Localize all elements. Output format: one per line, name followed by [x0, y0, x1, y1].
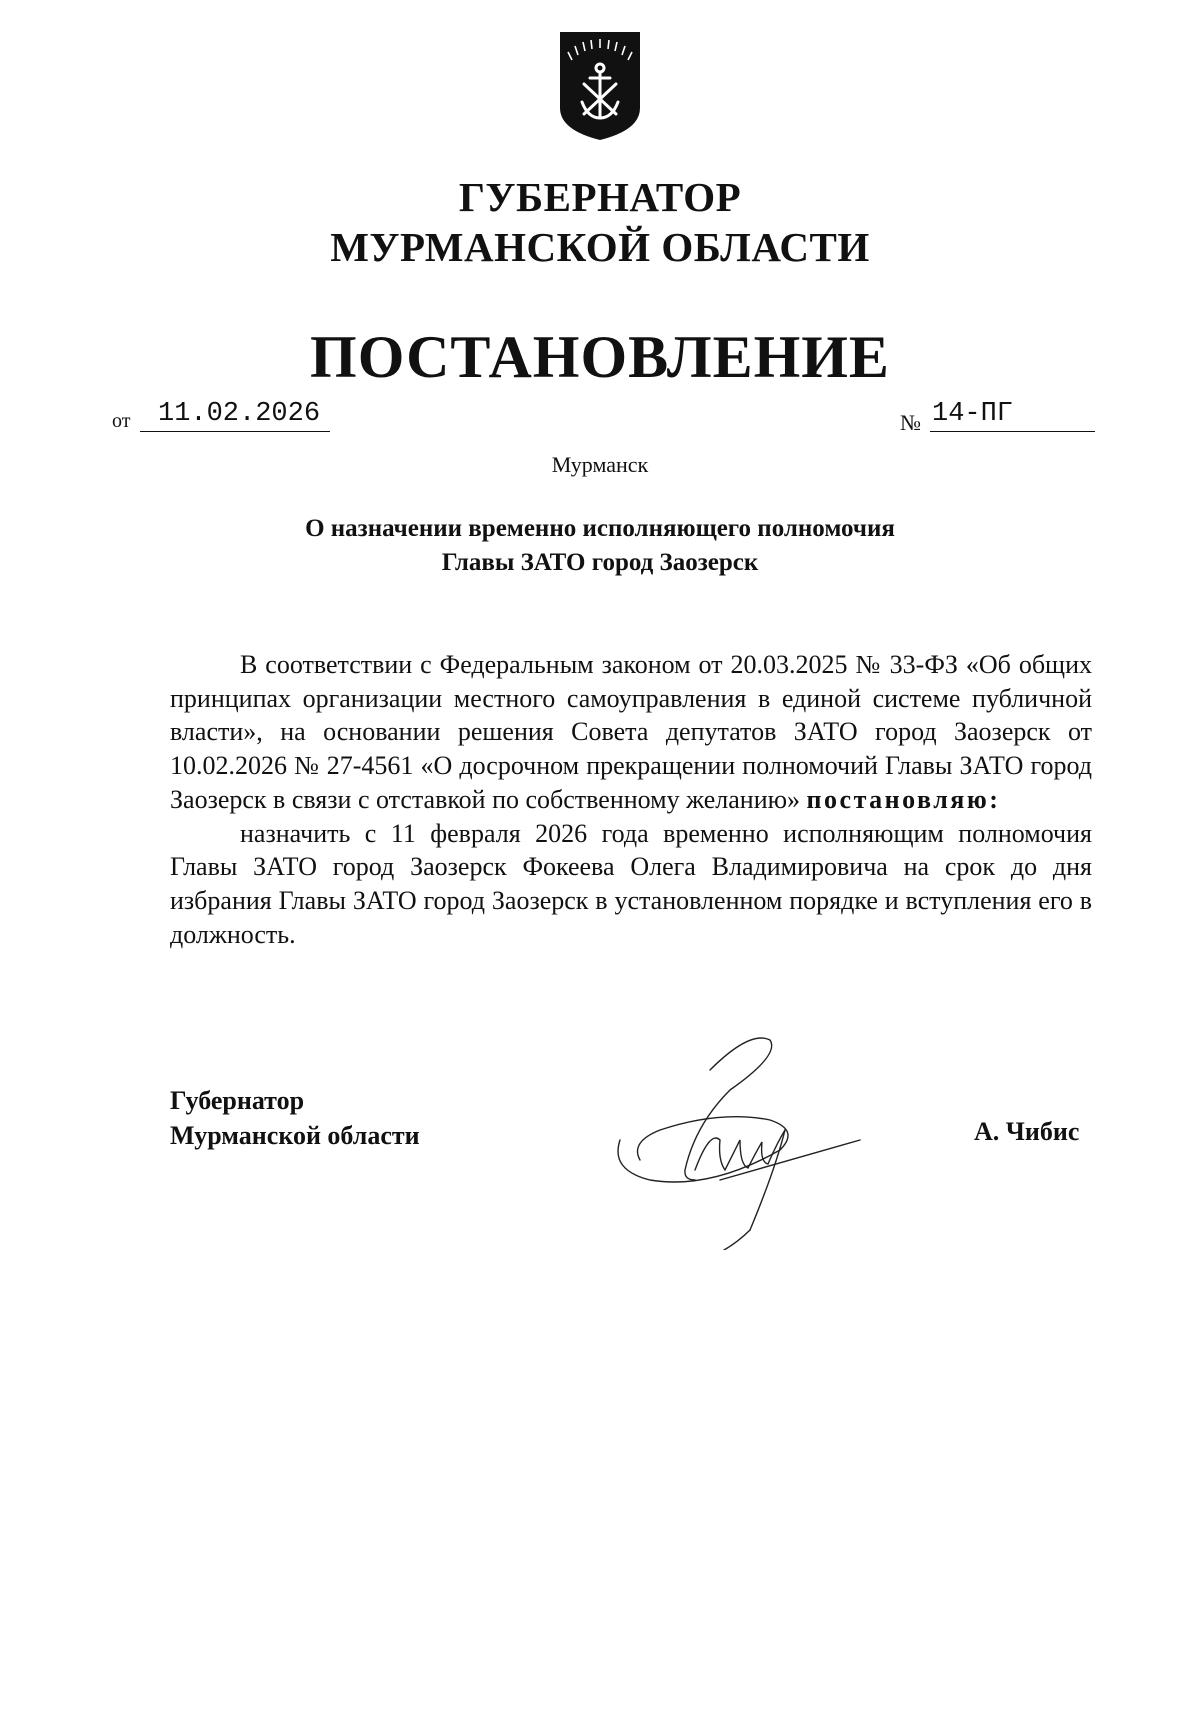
signatory-position-line2: Мурманской области [170, 1121, 420, 1150]
decree-word: постановляю: [806, 784, 1001, 814]
document-type-title: ПОСТАНОВЛЕНИЕ [310, 324, 890, 390]
number-label: № [900, 410, 921, 435]
document-body [170, 648, 1092, 951]
city-name: Мурманск [551, 452, 649, 477]
subject-line1: О назначении временно исполняющего полномочия [305, 515, 895, 542]
issuer-title-line1: ГУБЕРНАТОР [458, 174, 742, 220]
document-subject [0, 512, 1200, 580]
paragraph1-text: В соответствии с Федеральным законом от 20.03.2025 № 33-ФЗ «Об общих принципах организации местного самоуправления в единой системе публичной власти», на основании решения Совета депутатов ЗАТО город Заозерск от 10.02.2026 № 27-4561 «О досрочном прекращении полномочий Главы ЗАТО город Заозерск в связи с отставкой по собственному желанию» [170, 650, 1092, 814]
signatory-position [170, 1083, 420, 1153]
subject-line2: Главы ЗАТО город Заозерск [441, 549, 759, 576]
signatory-position-line1: Губернатор [170, 1086, 305, 1115]
document-date: 11.02.2026 [140, 396, 330, 432]
document-number: 14-ПГ [930, 396, 1095, 432]
issuer-title-line2: МУРМАНСКОЙ ОБЛАСТИ [330, 224, 870, 270]
body-paragraph-2: назначить с 11 февраля 2026 года временно исполняющим полномочия Главы ЗАТО город Заозерск Фокеева Олега Владимировича на срок до дня избрания Главы ЗАТО город Заозерск в установленном порядке и вступления его в должность. [170, 818, 1092, 949]
signatory-name: А. Чибис [974, 1117, 1080, 1146]
murmansk-coat-of-arms-icon [558, 30, 642, 142]
body-paragraph-1 [170, 648, 1092, 817]
date-label: от [112, 410, 131, 432]
handwritten-signature [600, 1030, 880, 1250]
